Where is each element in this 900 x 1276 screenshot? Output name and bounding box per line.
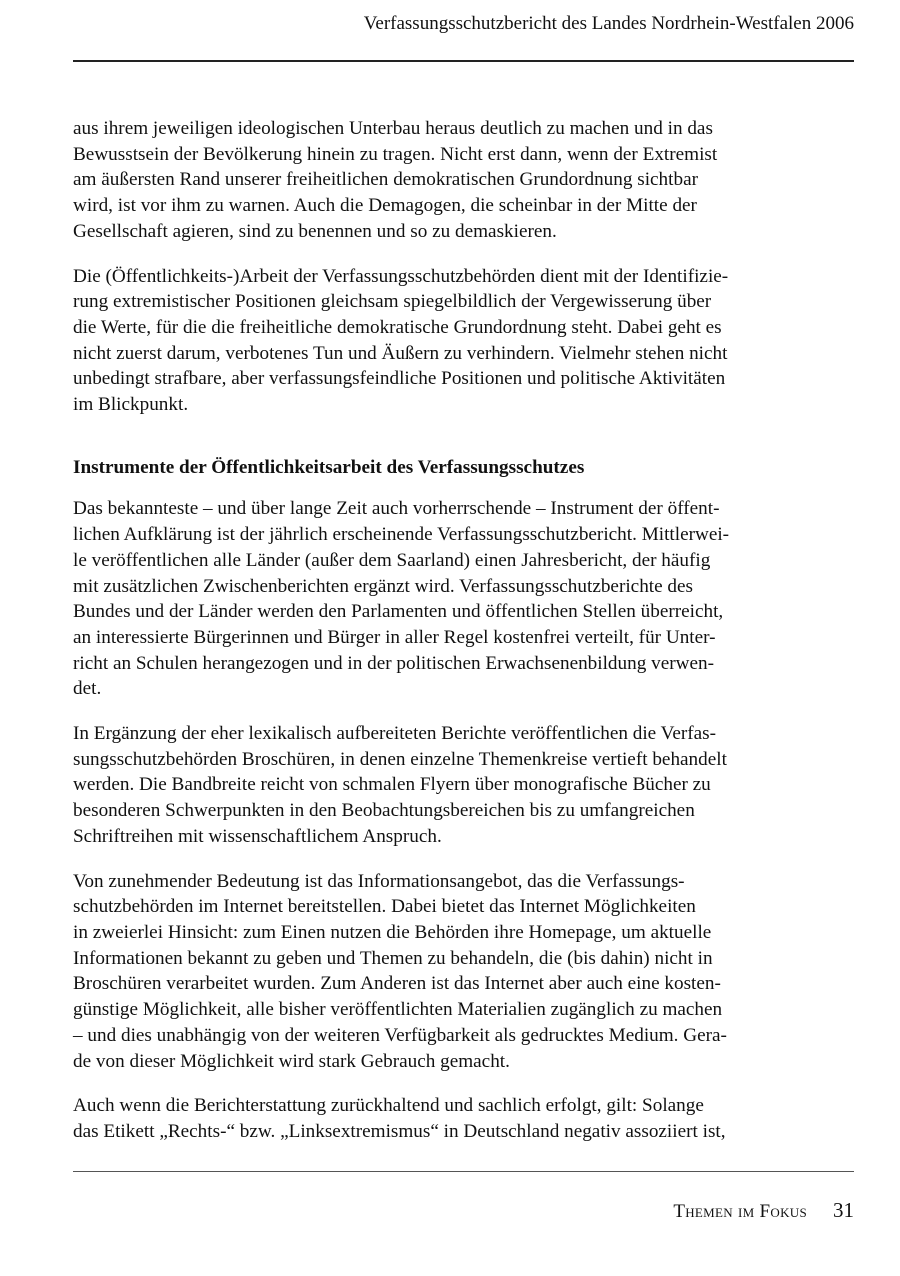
text-line: – und dies unabhängig von der weiteren Verfügbarkeit als gedrucktes Medium. Gera- xyxy=(73,1024,727,1046)
text-line: richt an Schulen herangezogen und in der politischen Erwachsenenbildung verwen- xyxy=(73,652,714,674)
text-line: In Ergänzung der eher lexikalisch aufbereiteten Berichte veröffentlichen die Verfas- xyxy=(73,723,717,745)
text-line: besonderen Schwerpunkten in den Beobachtungsbereichen bis zu umfangreichen xyxy=(73,800,695,822)
text-line: Auch wenn die Berichterstattung zurückhaltend und sachlich erfolgt, gilt: Solange xyxy=(73,1095,704,1117)
text-line: Gesellschaft agieren, sind zu benennen und so zu demaskieren. xyxy=(73,220,557,242)
page-number: 31 xyxy=(833,1198,854,1222)
text-line: das Etikett „Rechts-“ bzw. „Linksextremismus“ in Deutschland negativ assoziiert ist, xyxy=(73,1120,726,1142)
text-line: nicht zuerst darum, verbotenes Tun und Äußern zu verhindern. Vielmehr stehen nicht xyxy=(73,342,728,364)
text-line: mit zusätzlichen Zwischenberichten ergänzt wird. Verfassungsschutzberichte des xyxy=(73,575,694,597)
paragraph xyxy=(73,869,818,1075)
text-line: Broschüren verarbeitet wurden. Zum Anderen ist das Internet aber auch eine kosten- xyxy=(73,973,721,995)
body-text-bottom xyxy=(73,496,818,1144)
text-line: die Werte, für die die freiheitliche demokratische Grundordnung steht. Dabei geht es xyxy=(73,316,722,338)
text-line: schutzbehörden im Internet bereitstellen. Dabei bietet das Internet Möglichkeiten xyxy=(73,896,696,918)
footer-divider xyxy=(73,1171,854,1172)
text-line: wird, ist vor ihm zu warnen. Auch die Demagogen, die scheinbar in der Mitte der xyxy=(73,195,697,217)
text-line: Schriftreihen mit wissenschaftlichem Anspruch. xyxy=(73,825,442,847)
text-line: aus ihrem jeweiligen ideologischen Unterbau heraus deutlich zu machen und in das xyxy=(73,118,713,139)
text-line: Das bekannteste – und über lange Zeit auch vorherrschende – Instrument der öffent- xyxy=(73,498,720,520)
paragraph xyxy=(73,264,818,418)
footer-section-name: Themen im Fokus xyxy=(673,1201,807,1222)
text-line: Von zunehmender Bedeutung ist das Informationsangebot, das die Verfassungs- xyxy=(73,870,685,892)
text-line: sungsschutzbehörden Broschüren, in denen einzelne Themenkreise vertieft behandelt xyxy=(73,748,727,770)
text-line: le veröffentlichen alle Länder (außer dem Saarland) einen Jahresbericht, der häufig xyxy=(73,549,711,571)
text-line: lichen Aufklärung ist der jährlich erscheinende Verfassungsschutzbericht. Mittlerwei- xyxy=(73,524,730,546)
header-divider xyxy=(73,60,854,62)
paragraph xyxy=(73,1093,818,1144)
text-line: in zweierlei Hinsicht: zum Einen nutzen die Behörden ihre Homepage, um aktuelle xyxy=(73,921,712,943)
text-line: det. xyxy=(73,678,102,700)
text-line: am äußersten Rand unserer freiheitlichen demokratischen Grundordnung sichtbar xyxy=(73,169,698,191)
running-header-title: Verfassungsschutzbericht des Landes Nordrhein-Westfalen 2006 xyxy=(363,13,854,34)
text-line: Die (Öffentlichkeits-)Arbeit der Verfassungsschutzbehörden dient mit der Identifizie- xyxy=(73,265,729,287)
body-text-top xyxy=(73,116,818,418)
paragraph xyxy=(73,496,818,702)
text-line: rung extremistischer Positionen gleichsam spiegelbildlich der Vergewisserung über xyxy=(73,291,712,313)
page-footer xyxy=(673,1198,854,1224)
text-line: de von dieser Möglichkeit wird stark Gebrauch gemacht. xyxy=(73,1050,510,1072)
text-line: Informationen bekannt zu geben und Themen zu behandeln, die (bis dahin) nicht in xyxy=(73,947,713,969)
page-body xyxy=(73,116,818,1164)
paragraph xyxy=(73,721,818,850)
text-line: günstige Möglichkeit, alle bisher veröffentlichten Materialien zugänglich zu machen xyxy=(73,999,723,1021)
section-heading: Instrumente der Öffentlichkeitsarbeit des Verfassungsschutzes xyxy=(73,456,585,478)
text-line: unbedingt strafbare, aber verfassungsfeindliche Positionen und politische Aktivitäten xyxy=(73,368,726,390)
text-line: Bundes und der Länder werden den Parlamenten und öffentlichen Stellen überreicht, xyxy=(73,601,724,623)
text-line: im Blickpunkt. xyxy=(73,394,189,416)
text-line: werden. Die Bandbreite reicht von schmalen Flyern über monografische Bücher zu xyxy=(73,774,711,796)
paragraph xyxy=(73,116,818,245)
text-line: Bewusstsein der Bevölkerung hinein zu tragen. Nicht erst dann, wenn der Extremist xyxy=(73,143,718,165)
text-line: an interessierte Bürgerinnen und Bürger in aller Regel kostenfrei verteilt, für Unter- xyxy=(73,626,716,648)
